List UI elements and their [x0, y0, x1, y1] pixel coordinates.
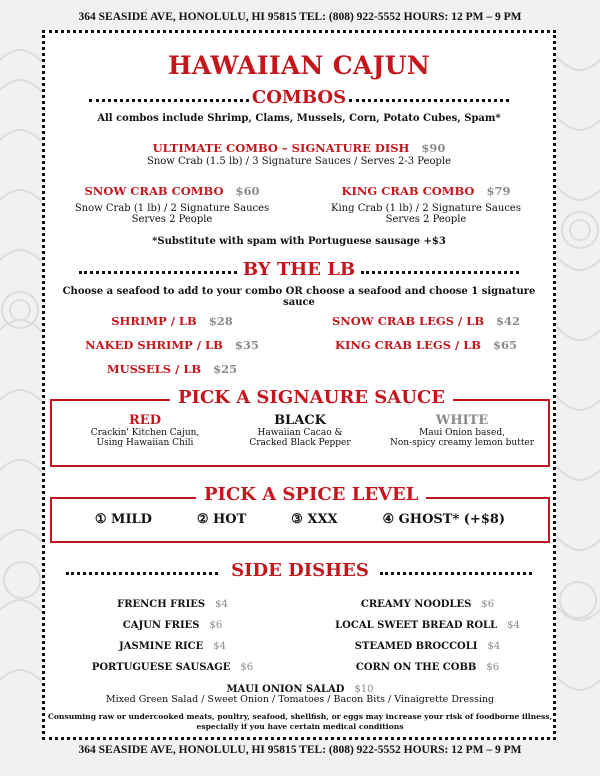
snow-crab-combo-desc2: Serves 2 People: [131, 214, 213, 225]
footer-address-line: 364 SEASIDE AVE, HONOLULU, HI 95815 TEL: (808) 922-5552 HOURS: 12 PM – 9 PM: [78, 744, 522, 756]
spice-level-mild[interactable]: ① MILD: [94, 512, 152, 527]
side-item-cajun-fries: [45, 613, 300, 632]
side-item-name: PORTUGUESE SAUSAGE: [91, 662, 231, 673]
ultimate-combo-name: ULTIMATE COMBO – SIGNATURE DISH: [152, 141, 410, 155]
lb-item-mussels: [45, 358, 299, 377]
sauce-red-desc2: Using Hawaiian Chili: [96, 438, 194, 448]
king-crab-combo-price: $79: [486, 184, 511, 198]
side-item-price: $4: [487, 641, 501, 652]
side-item-price: $6: [209, 620, 223, 631]
side-item-creamy-noodles: [300, 592, 555, 611]
ultimate-combo-desc: Snow Crab (1.5 lb) / 3 Signature Sauces / Serves 2-3 People: [146, 156, 452, 167]
lb-item-price: $65: [493, 338, 518, 352]
sauce-red: [70, 413, 220, 448]
sauce-black-name: BLACK: [274, 413, 326, 428]
disclaimer-line2: especially if you have certain medical conditions: [196, 722, 404, 731]
header-address-line: 364 SEASIDE AVE, HONOLULU, HI 95815 TEL: (808) 922-5552 HOURS: 12 PM – 9 PM: [78, 11, 522, 23]
combos-heading: COMBOS: [251, 87, 347, 108]
snow-crab-combo: [45, 180, 299, 225]
lb-item-name: SNOW CRAB LEGS / LB: [331, 314, 485, 328]
salad-desc: Mixed Green Salad / Sweet Onion / Tomatoes / Bacon Bits / Vinaigrette Dressing: [105, 694, 495, 705]
side-item-name: JASMINE RICE: [118, 641, 204, 652]
side-item-price: $4: [507, 620, 520, 631]
side-item-portuguese-sausage: [45, 655, 300, 674]
side-item-sweet-bread-roll: [300, 613, 555, 632]
snow-crab-combo-desc1: Snow Crab (1 lb) / 2 Signature Sauces: [74, 203, 270, 214]
spice-level-hot[interactable]: ② HOT: [196, 512, 247, 527]
side-item-name: STEAMED BROCCOLI: [354, 641, 478, 652]
substitute-note: *Substitute with spam with Portuguese sausage +$3: [152, 236, 446, 247]
lb-item-price: $42: [496, 314, 521, 328]
king-crab-combo: [299, 180, 553, 225]
side-item-steamed-broccoli: [300, 634, 555, 653]
snow-crab-combo-price: $60: [235, 184, 260, 198]
lb-item-name: NAKED SHRIMP / LB: [85, 338, 223, 352]
sauce-black: [225, 413, 375, 448]
salad-name: MAUI ONION SALAD: [226, 684, 345, 695]
sauce-red-desc1: Crackin' Kitchen Cajun,: [90, 428, 200, 438]
side-item-price: $6: [481, 599, 495, 610]
side-item-name: CAJUN FRIES: [122, 620, 200, 631]
sauce-black-desc1: Hawaiian Cacao &: [257, 428, 343, 438]
side-item-name: FRENCH FRIES: [117, 599, 206, 610]
sauce-heading: PICK A SIGNAURE SAUCE: [170, 387, 453, 408]
sauce-white-name: WHITE: [435, 413, 489, 428]
king-crab-combo-desc2: Serves 2 People: [385, 214, 467, 225]
side-item-name: LOCAL SWEET BREAD ROLL: [335, 620, 498, 631]
side-item-price: $4: [213, 641, 226, 652]
king-crab-combo-name: KING CRAB COMBO: [341, 184, 475, 198]
sauce-red-name: RED: [129, 413, 161, 428]
side-item-french-fries: [45, 592, 300, 611]
sauce-black-desc2: Cracked Black Pepper: [249, 438, 351, 448]
sauce-white-desc1: Maui Onion based,: [419, 428, 505, 438]
side-item-price: $6: [240, 662, 254, 673]
side-item-name: CREAMY NOODLES: [360, 599, 472, 610]
lb-item-price: $35: [234, 338, 259, 352]
lb-item-shrimp: [45, 310, 299, 329]
lb-item-naked-shrimp: [45, 334, 299, 353]
spice-level-xxx[interactable]: ③ XXX: [291, 512, 338, 527]
lb-item-king-crab-legs: [299, 334, 553, 353]
side-item-price: $6: [486, 662, 500, 673]
combos-note: All combos include Shrimp, Clams, Mussels, Corn, Potato Cubes, Spam*: [97, 113, 501, 124]
ultimate-combo: [45, 137, 553, 156]
lb-item-name: SHRIMP / LB: [111, 314, 197, 328]
snow-crab-combo-name: SNOW CRAB COMBO: [84, 184, 224, 198]
side-item-price: $4: [215, 599, 228, 610]
side-item-jasmine-rice: [45, 634, 300, 653]
by-lb-heading: BY THE LB: [242, 259, 356, 280]
sauce-white-desc2: Non-spicy creamy lemon butter: [389, 438, 535, 448]
king-crab-combo-desc1: King Crab (1 lb) / 2 Signature Sauces: [331, 203, 521, 214]
lb-item-price: $28: [208, 314, 233, 328]
side-item-name: CORN ON THE COBB: [355, 662, 477, 673]
by-lb-note: Choose a seafood to add to your combo OR choose a seafood and choose 1 signature sauce: [62, 286, 536, 308]
disclaimer: [0, 712, 600, 732]
salad-price: $10: [354, 684, 374, 695]
lb-item-snow-crab-legs: [299, 310, 553, 329]
sides-heading: SIDE DISHES: [231, 560, 369, 581]
sauce-white: [378, 413, 546, 448]
ultimate-combo-price: $90: [421, 141, 446, 155]
disclaimer-line1: Consuming raw or undercooked meats, poultry, seafood, shellfish, or eggs may increase your risk of foodborne illness,: [47, 712, 553, 721]
side-item-corn-on-the-cobb: [300, 655, 555, 674]
restaurant-title: HAWAIIAN CAJUN: [168, 51, 430, 80]
spice-level-ghost[interactable]: ④ GHOST* (+$8): [382, 512, 506, 527]
lb-item-price: $25: [213, 362, 238, 376]
lb-item-name: MUSSELS / LB: [106, 362, 202, 376]
spice-heading: PICK A SPICE LEVEL: [196, 484, 426, 505]
lb-item-name: KING CRAB LEGS / LB: [334, 338, 482, 352]
spice-levels: [50, 512, 550, 527]
